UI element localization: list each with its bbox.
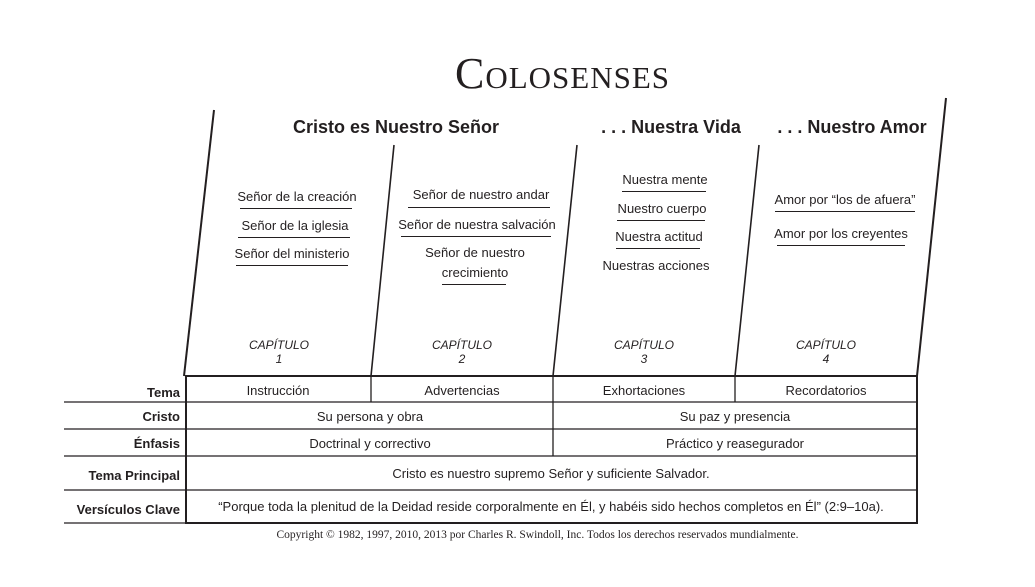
section-4-item: Amor por los creyentes — [774, 226, 908, 241]
section-3-item: Nuestro cuerpo — [617, 201, 707, 216]
section-1-item: Señor de la iglesia — [241, 218, 349, 233]
section-2-item: Señor de nuestro andar — [412, 187, 550, 202]
left-slant-line — [184, 110, 214, 376]
header-life: . . . Nuestra Vida — [601, 117, 741, 137]
chapter-4: CAPÍTULO 4 — [795, 338, 857, 366]
chapter-1: CAPÍTULO 1 — [248, 338, 310, 366]
cristo-cell: Su persona y obra — [316, 409, 424, 424]
row-label-cristo: Cristo — [142, 409, 180, 424]
tema-principal-cell: Cristo es nuestro supremo Señor y suficiente Salvador. — [392, 466, 710, 481]
underline — [236, 265, 348, 266]
row-label-tema-principal: Tema Principal — [88, 468, 180, 483]
enfasis-cell: Práctico y reasegurador — [665, 436, 805, 451]
chart-title: Colosenses — [454, 49, 671, 98]
header-love: . . . Nuestro Amor — [777, 117, 927, 137]
section-2-item: crecimiento — [441, 265, 509, 280]
underline — [617, 220, 705, 221]
section-2-item: Señor de nuestro — [425, 245, 525, 260]
tema-cell: Exhortaciones — [602, 383, 686, 398]
underline — [442, 284, 506, 285]
header-lord: Cristo es Nuestro Señor — [292, 117, 500, 137]
section-3-item: Nuestra actitud — [615, 229, 703, 244]
cristo-cell: Su paz y presencia — [679, 409, 791, 424]
chapter-3: CAPÍTULO 3 — [613, 338, 675, 366]
section-4-item: Amor por “los de afuera” — [774, 192, 916, 207]
divider-2-3 — [553, 145, 577, 376]
enfasis-cell: Doctrinal y correctivo — [309, 436, 431, 451]
section-3-item: Nuestra mente — [622, 172, 708, 187]
row-label-enfasis: Énfasis — [133, 436, 180, 451]
underline — [240, 208, 352, 209]
copyright-notice: Copyright © 1982, 1997, 2010, 2013 por Charles R. Swindoll, Inc. Todos los derechos reservados mundialmente. — [276, 529, 799, 541]
underline — [777, 245, 905, 246]
underline — [238, 237, 350, 238]
section-2-item: Señor de nuestra salvación — [398, 217, 556, 232]
divider-3-4 — [735, 145, 759, 376]
tema-cell: Advertencias — [424, 383, 500, 398]
underline — [408, 207, 550, 208]
row-label-versiculos: Versículos Clave — [76, 502, 180, 517]
section-1-item: Señor de la creación — [237, 189, 357, 204]
section-3-item: Nuestras acciones — [602, 258, 710, 273]
tema-cell: Instrucción — [246, 383, 310, 398]
underline — [616, 248, 700, 249]
underline — [401, 236, 551, 237]
underline — [622, 191, 706, 192]
tema-cell: Recordatorios — [785, 383, 867, 398]
row-label-tema: Tema — [147, 385, 180, 400]
versiculos-cell: “Porque toda la plenitud de la Deidad reside corporalmente en Él, y habéis sido hechos completos en Él” (2:9–10a). — [218, 499, 884, 514]
section-1-item: Señor del ministerio — [234, 246, 350, 261]
divider-1-2 — [371, 145, 394, 376]
right-slant-line — [917, 98, 946, 376]
chapter-2: CAPÍTULO 2 — [431, 338, 493, 366]
underline — [775, 211, 915, 212]
